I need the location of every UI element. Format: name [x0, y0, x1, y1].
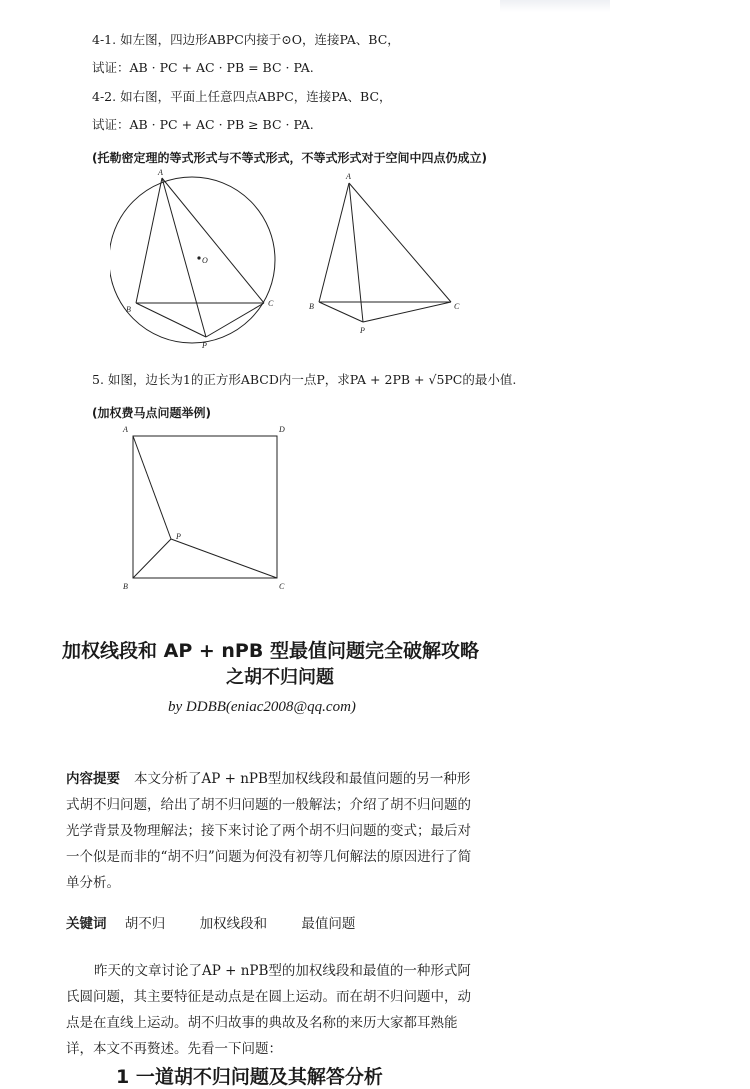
- problem-4-1-claim: 试证：AB · PC + AC · PB = BC · PA.: [92, 60, 314, 75]
- label-a: A: [123, 425, 128, 434]
- label-p: P: [360, 326, 365, 335]
- keyword-item: 最值问题: [301, 916, 356, 932]
- abstract-label: 内容提要: [66, 771, 120, 787]
- segment-bp: [319, 302, 363, 322]
- center-point: [197, 256, 200, 259]
- fermat-note: (加权费马点问题举例): [92, 406, 211, 420]
- segment-cp: [206, 303, 264, 337]
- cyclic-quadrilateral-figure: [110, 165, 290, 355]
- label-a: A: [346, 172, 351, 181]
- label-c: C: [279, 582, 285, 591]
- circumcircle: [110, 177, 275, 343]
- label-c: C: [454, 302, 460, 311]
- segment-bp: [136, 303, 206, 337]
- problem-4-2-statement: 4-2. 如右图，平面上任意四点ABPC，连接PA、BC，: [92, 89, 392, 104]
- keywords-line: [66, 911, 385, 937]
- label-o: O: [202, 256, 208, 265]
- intro-paragraph: 昨天的文章讨论了AP + nPB型的加权线段和最值的一种形式阿氏圆问题，其主要特征是动点是在圆上运动。而在胡不归问题中，动点是在直线上运动。胡不归故事的典故及名称的来历大家都耳熟能详，本文不再赘述。先看一下问题：: [66, 963, 471, 1057]
- segment-pb: [133, 539, 171, 578]
- label-c: C: [268, 299, 274, 308]
- segment-ac: [162, 178, 264, 303]
- problem-4-1-statement: 4-1. 如左图，四边形ABPC内接于⊙O，连接PA、BC，: [92, 32, 400, 47]
- abstract-text: 本文分析了AP + nPB型加权线段和最值问题的另一种形式胡不归问题，给出了胡不归问题的一般解法；介绍了胡不归问题的光学背景及物理解法；接下来讨论了两个胡不归问题的变式；最后对一个似是而非的“胡不归”问题为何没有初等几何解法的原因进行了简单分析。: [66, 771, 472, 891]
- label-b: B: [309, 302, 314, 311]
- article-title: 加权线段和 AP + nPB 型最值问题完全破解攻略: [62, 640, 479, 662]
- label-p: P: [176, 532, 181, 541]
- segment-ab: [319, 183, 349, 302]
- section-1-heading: 1 一道胡不归问题及其解答分析: [116, 1066, 383, 1088]
- square-abcd: [133, 436, 277, 578]
- ptolemy-note: (托勒密定理的等式形式与不等式形式，不等式形式对于空间中四点仍成立): [92, 151, 487, 165]
- segment-pa: [133, 436, 171, 539]
- segment-ap: [349, 183, 363, 322]
- keyword-item: 加权线段和: [199, 916, 268, 932]
- label-p: P: [202, 341, 207, 350]
- label-d: D: [279, 425, 285, 434]
- segment-ac: [349, 183, 451, 302]
- keywords-label: 关键词: [66, 916, 107, 932]
- keyword-item: 胡不归: [124, 916, 166, 932]
- problem-4-2-claim: 试证：AB · PC + AC · PB ≥ BC · PA.: [92, 117, 314, 132]
- four-points-figure: [305, 168, 465, 338]
- article-subtitle: 之胡不归问题: [226, 667, 334, 688]
- label-b: B: [126, 305, 131, 314]
- scan-artifact: [500, 0, 610, 12]
- label-b: B: [123, 582, 128, 591]
- segment-pc: [171, 539, 277, 578]
- square-figure: [115, 422, 295, 594]
- segment-cp: [363, 302, 451, 322]
- segment-ab: [136, 178, 162, 303]
- abstract-paragraph: [66, 766, 476, 896]
- label-a: A: [158, 168, 163, 177]
- problem-5-statement: 5. 如图，边长为1的正方形ABCD内一点P，求PA + 2PB + √5PC的最小值.: [92, 372, 517, 387]
- article-byline: by DDBB(eniac2008@qq.com): [168, 699, 356, 715]
